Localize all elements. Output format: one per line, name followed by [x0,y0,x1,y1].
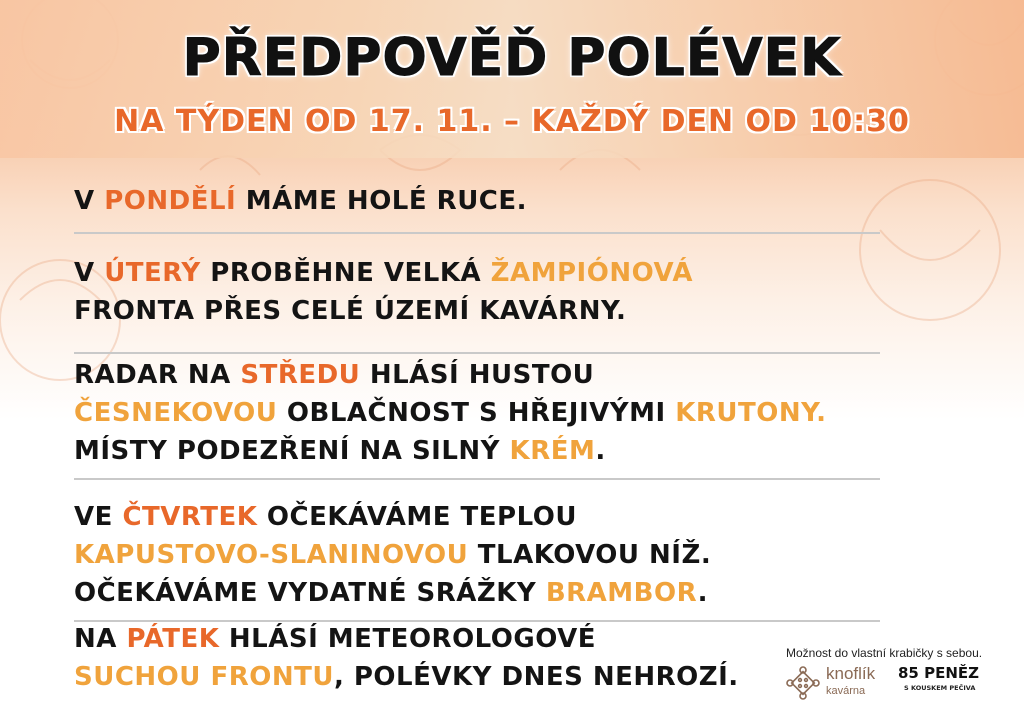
thursday-soup: KAPUSTOVO-SLANINOVOU [74,540,469,570]
wednesday-soup: ČESNEKOVOU [74,398,278,428]
divider [74,478,880,480]
wednesday-text-e: . [595,436,606,466]
friday-text-a: NA [74,624,127,654]
friday-line-2 [74,658,794,696]
thursday-text-a: VE [74,502,123,532]
thursday-line-1 [74,498,884,536]
thursday-text-e: . [697,578,708,608]
tuesday-forecast [74,254,884,330]
wednesday-extra: KRÉM [509,436,596,466]
wednesday-topping: KRUTONY. [675,398,827,428]
monday-text-b: MÁME HOLÉ RUCE. [236,186,528,216]
tuesday-soup: ŽAMPIÓNOVÁ [490,258,693,288]
monday-forecast [74,182,884,220]
divider [74,232,880,234]
tuesday-day: ÚTERÝ [104,258,201,288]
friday-forecast [74,620,794,696]
wednesday-line-2 [74,394,884,432]
price: 85 PENĚZ [898,664,980,682]
wednesday-text-b: HLÁSÍ HUSTOU [360,360,595,390]
tuesday-text-b: PROBĚHNE VELKÁ [200,258,491,288]
knoflik-logo [786,664,896,704]
wednesday-text-a: RADAR NA [74,360,241,390]
thursday-text-d: OČEKÁVÁME VYDATNÉ SRÁŽKY [74,578,546,608]
friday-text-c: , POLÉVKY DNES NEHROZÍ. [333,662,739,692]
thursday-text-b: OČEKÁVÁME TEPLOU [257,502,577,532]
friday-line-1 [74,620,794,658]
tuesday-text-a: V [74,258,105,288]
logo-name: knoflík [826,664,876,683]
thursday-forecast [74,498,884,612]
tuesday-line-2: FRONTA PŘES CELÉ ÚZEMÍ KAVÁRNY. [74,296,627,326]
thursday-text-c: TLAKOVOU NÍŽ. [468,540,712,570]
page-subtitle: NA TÝDEN OD 17. 11. – KAŽDÝ DEN OD 10:30 [114,104,910,139]
monday-day: PONDĚLÍ [104,186,237,216]
page-title: PŘEDPOVĚĎ POLÉVEK [182,28,842,88]
divider [74,352,880,354]
wednesday-line-3 [74,432,884,470]
wednesday-forecast [74,356,884,470]
thursday-line-2 [74,536,884,574]
logo-subtitle: kavárna [826,685,866,697]
thursday-extra: BRAMBOR [545,578,698,608]
thursday-line-3 [74,574,884,612]
tuesday-line-1 [74,254,884,292]
thursday-day: ČTVRTEK [122,502,258,532]
price-note: S KOUSKEM PEČIVA [904,684,976,692]
friday-text-b: HLÁSÍ METEOROLOGOVÉ [219,624,597,654]
wednesday-day: STŘEDU [240,360,361,390]
wednesday-line-1 [74,356,884,394]
knoflik-logo-icon [786,666,820,700]
friday-day: PÁTEK [126,624,220,654]
monday-text-a: V [74,186,105,216]
wednesday-text-d: MÍSTY PODEZŘENÍ NA SILNÝ [74,436,510,466]
takeaway-note: Možnost do vlastní krabičky s sebou. [786,646,983,660]
friday-soup: SUCHOU FRONTU [74,662,334,692]
wednesday-text-c: OBLAČNOST S HŘEJIVÝMI [277,398,676,428]
